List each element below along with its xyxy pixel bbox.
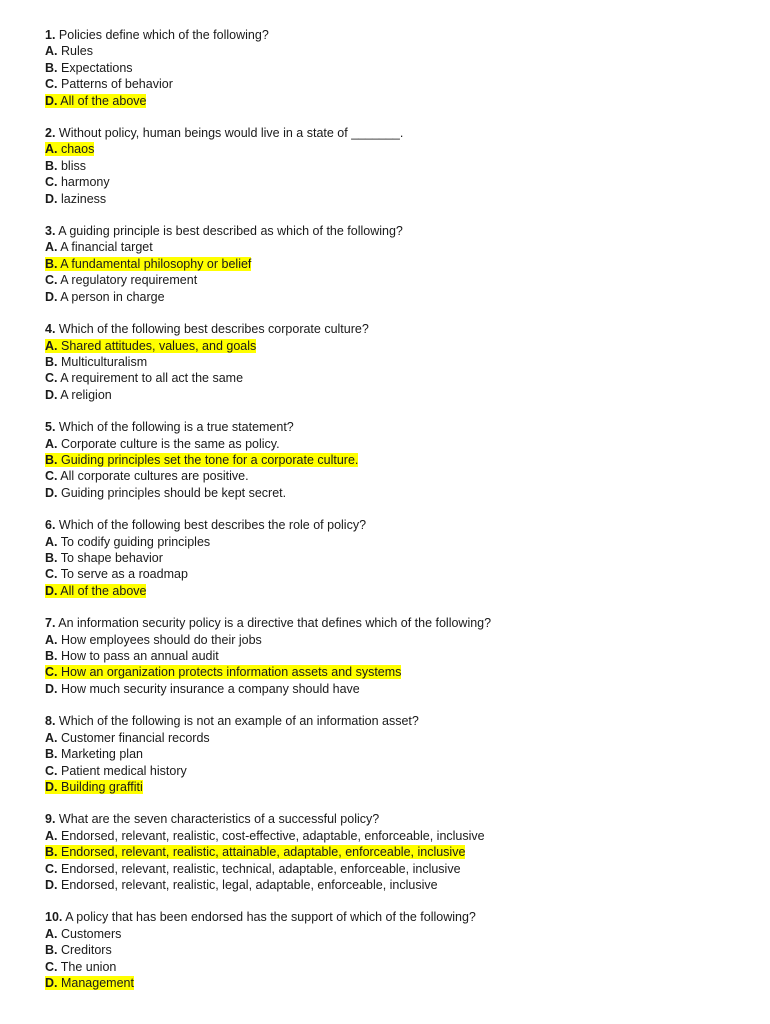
correct-answer-highlight bbox=[45, 976, 134, 990]
answer-option bbox=[45, 93, 770, 109]
option-letter: C. bbox=[45, 469, 58, 484]
option-text: To serve as a roadmap bbox=[60, 567, 188, 582]
option-letter: A. bbox=[45, 44, 58, 59]
option-letter: D. bbox=[45, 583, 58, 598]
option-letter: C. bbox=[45, 273, 58, 288]
answer-option bbox=[45, 959, 770, 975]
question-stem bbox=[45, 713, 770, 729]
answer-option-content bbox=[45, 355, 147, 369]
question-number: 2. bbox=[45, 126, 56, 141]
correct-answer-highlight bbox=[45, 453, 358, 467]
correct-answer-highlight bbox=[45, 142, 94, 156]
answer-option bbox=[45, 43, 770, 59]
question-text: An information security policy is a directive that defines which of the following? bbox=[58, 616, 492, 631]
option-text: chaos bbox=[60, 142, 95, 157]
answer-option-content bbox=[45, 159, 86, 173]
question-stem bbox=[45, 909, 770, 925]
option-text: Rules bbox=[60, 44, 93, 59]
option-text: A religion bbox=[60, 387, 112, 402]
option-letter: B. bbox=[45, 845, 58, 860]
answer-option bbox=[45, 779, 770, 795]
answer-option-content bbox=[45, 682, 360, 696]
option-text: The union bbox=[60, 959, 117, 974]
option-letter: C. bbox=[45, 567, 58, 582]
option-letter: B. bbox=[45, 158, 58, 173]
question-number: 8. bbox=[45, 714, 56, 729]
question-number: 1. bbox=[45, 28, 56, 42]
option-letter: C. bbox=[45, 175, 58, 190]
option-letter: B. bbox=[45, 551, 58, 566]
question-stem bbox=[45, 125, 770, 141]
question-7 bbox=[45, 615, 770, 697]
question-text: A policy that has been endorsed has the support of which of the following? bbox=[65, 910, 476, 925]
answer-option bbox=[45, 468, 770, 484]
option-text: Guiding principles set the tone for a corporate culture. bbox=[60, 452, 359, 467]
option-letter: A. bbox=[45, 240, 58, 255]
answer-option-content bbox=[45, 731, 210, 745]
answer-option bbox=[45, 256, 770, 272]
option-text: How employees should do their jobs bbox=[60, 632, 262, 647]
answer-option bbox=[45, 370, 770, 386]
question-10 bbox=[45, 909, 770, 991]
answer-option bbox=[45, 485, 770, 501]
correct-answer-highlight bbox=[45, 665, 401, 679]
answer-option-content bbox=[45, 61, 133, 75]
option-letter: D. bbox=[45, 877, 58, 892]
question-5 bbox=[45, 419, 770, 501]
question-1 bbox=[45, 27, 770, 109]
answer-option bbox=[45, 239, 770, 255]
question-stem bbox=[45, 811, 770, 827]
option-text: How to pass an annual audit bbox=[60, 649, 219, 664]
question-number: 10. bbox=[45, 910, 63, 925]
answer-option bbox=[45, 730, 770, 746]
answer-option bbox=[45, 158, 770, 174]
answer-option bbox=[45, 942, 770, 958]
answer-option bbox=[45, 861, 770, 877]
answer-option-content bbox=[45, 290, 165, 304]
answer-option bbox=[45, 289, 770, 305]
answer-option-content bbox=[45, 943, 112, 957]
option-letter: D. bbox=[45, 485, 58, 500]
option-text: Endorsed, relevant, realistic, technical, adaptable, enforceable, inclusive bbox=[60, 861, 461, 876]
option-letter: B. bbox=[45, 649, 58, 664]
question-stem bbox=[45, 223, 770, 239]
option-text: To shape behavior bbox=[60, 551, 163, 566]
answer-option bbox=[45, 76, 770, 92]
question-stem bbox=[45, 27, 770, 43]
option-letter: C. bbox=[45, 665, 58, 680]
answer-option-content bbox=[45, 273, 197, 287]
answer-option bbox=[45, 763, 770, 779]
option-text: Management bbox=[60, 975, 134, 990]
answer-option bbox=[45, 272, 770, 288]
option-text: Patient medical history bbox=[60, 763, 187, 778]
option-letter: D. bbox=[45, 191, 58, 206]
option-text: Guiding principles should be kept secret. bbox=[60, 485, 287, 500]
option-text: Multiculturalism bbox=[60, 354, 148, 369]
option-text: harmony bbox=[60, 175, 110, 190]
question-text: Which of the following best describes corporate culture? bbox=[58, 322, 369, 337]
option-text: A financial target bbox=[60, 240, 153, 255]
answer-option bbox=[45, 141, 770, 157]
option-letter: C. bbox=[45, 959, 58, 974]
option-text: All of the above bbox=[60, 583, 147, 598]
correct-answer-highlight bbox=[45, 845, 465, 859]
question-text: Which of the following is a true statement? bbox=[58, 420, 294, 435]
answer-option-content bbox=[45, 240, 153, 254]
correct-answer-highlight bbox=[45, 780, 143, 794]
question-text: Policies define which of the following? bbox=[58, 28, 269, 42]
answer-option bbox=[45, 60, 770, 76]
answer-option bbox=[45, 664, 770, 680]
option-letter: C. bbox=[45, 763, 58, 778]
answer-option-content bbox=[45, 551, 163, 565]
answer-option bbox=[45, 338, 770, 354]
question-stem bbox=[45, 321, 770, 337]
correct-answer-highlight bbox=[45, 94, 146, 108]
answer-option-content bbox=[45, 878, 438, 892]
option-text: All of the above bbox=[60, 93, 147, 108]
correct-answer-highlight bbox=[45, 339, 256, 353]
answer-option-content bbox=[45, 649, 219, 663]
correct-answer-highlight bbox=[45, 257, 251, 271]
question-6 bbox=[45, 517, 770, 599]
answer-option-content bbox=[45, 829, 485, 843]
answer-option bbox=[45, 436, 770, 452]
option-letter: B. bbox=[45, 354, 58, 369]
option-text: laziness bbox=[60, 191, 107, 206]
answer-option-content bbox=[45, 535, 210, 549]
option-letter: D. bbox=[45, 975, 58, 990]
question-4 bbox=[45, 321, 770, 403]
option-text: A fundamental philosophy or belief bbox=[60, 256, 252, 271]
option-text: Creditors bbox=[60, 943, 112, 958]
option-text: Shared attitudes, values, and goals bbox=[60, 338, 257, 353]
question-stem bbox=[45, 419, 770, 435]
answer-option-content bbox=[45, 764, 187, 778]
question-number: 6. bbox=[45, 518, 56, 533]
option-letter: B. bbox=[45, 60, 58, 75]
option-letter: A. bbox=[45, 436, 58, 451]
answer-option-content bbox=[45, 747, 143, 761]
option-letter: B. bbox=[45, 452, 58, 467]
question-9 bbox=[45, 811, 770, 893]
question-text: Which of the following is not an example of an information asset? bbox=[58, 714, 419, 729]
option-text: bliss bbox=[60, 158, 86, 173]
answer-option-content bbox=[45, 469, 249, 483]
question-list bbox=[45, 27, 770, 991]
option-text: Customer financial records bbox=[60, 730, 210, 745]
option-letter: A. bbox=[45, 926, 58, 941]
question-text: A guiding principle is best described as which of the following? bbox=[58, 224, 403, 239]
answer-option bbox=[45, 387, 770, 403]
answer-option bbox=[45, 648, 770, 664]
option-text: How an organization protects information assets and systems bbox=[60, 665, 402, 680]
answer-option bbox=[45, 534, 770, 550]
option-text: Endorsed, relevant, realistic, legal, adaptable, enforceable, inclusive bbox=[60, 877, 438, 892]
answer-option bbox=[45, 566, 770, 582]
answer-option bbox=[45, 975, 770, 991]
option-letter: B. bbox=[45, 943, 58, 958]
answer-option bbox=[45, 828, 770, 844]
option-letter: B. bbox=[45, 256, 58, 271]
option-letter: A. bbox=[45, 534, 58, 549]
answer-option-content bbox=[45, 371, 243, 385]
answer-option bbox=[45, 550, 770, 566]
option-letter: A. bbox=[45, 632, 58, 647]
answer-option-content bbox=[45, 927, 121, 941]
answer-option bbox=[45, 681, 770, 697]
option-letter: A. bbox=[45, 142, 58, 157]
question-number: 4. bbox=[45, 322, 56, 337]
option-text: A requirement to all act the same bbox=[60, 371, 244, 386]
question-text: Without policy, human beings would live in a state of _______. bbox=[58, 126, 404, 141]
option-letter: D. bbox=[45, 289, 58, 304]
question-3 bbox=[45, 223, 770, 305]
answer-option-content bbox=[45, 437, 280, 451]
answer-option bbox=[45, 746, 770, 762]
answer-option-content bbox=[45, 388, 112, 402]
answer-option bbox=[45, 844, 770, 860]
answer-option bbox=[45, 583, 770, 599]
option-letter: D. bbox=[45, 681, 58, 696]
option-letter: C. bbox=[45, 77, 58, 92]
option-text: A person in charge bbox=[60, 289, 165, 304]
question-number: 7. bbox=[45, 616, 56, 631]
question-text: What are the seven characteristics of a successful policy? bbox=[58, 812, 380, 827]
option-letter: A. bbox=[45, 730, 58, 745]
correct-answer-highlight bbox=[45, 584, 146, 598]
answer-option bbox=[45, 632, 770, 648]
question-stem bbox=[45, 615, 770, 631]
answer-option-content bbox=[45, 44, 93, 58]
answer-option-content bbox=[45, 486, 286, 500]
answer-option-content bbox=[45, 77, 173, 91]
answer-option bbox=[45, 926, 770, 942]
answer-option-content bbox=[45, 633, 262, 647]
option-letter: A. bbox=[45, 828, 58, 843]
question-8 bbox=[45, 713, 770, 795]
option-text: Marketing plan bbox=[60, 747, 143, 762]
question-2 bbox=[45, 125, 770, 207]
answer-option-content bbox=[45, 960, 116, 974]
option-text: A regulatory requirement bbox=[60, 273, 198, 288]
answer-option bbox=[45, 452, 770, 468]
answer-option-content bbox=[45, 862, 461, 876]
option-text: How much security insurance a company should have bbox=[60, 681, 360, 696]
answer-option bbox=[45, 191, 770, 207]
question-text: Which of the following best describes the role of policy? bbox=[58, 518, 367, 533]
question-number: 9. bbox=[45, 812, 56, 827]
question-stem bbox=[45, 517, 770, 533]
option-letter: D. bbox=[45, 779, 58, 794]
answer-option bbox=[45, 354, 770, 370]
option-letter: D. bbox=[45, 387, 58, 402]
option-letter: C. bbox=[45, 371, 58, 386]
option-text: Endorsed, relevant, realistic, cost-effective, adaptable, enforceable, inclusive bbox=[60, 828, 485, 843]
option-text: All corporate cultures are positive. bbox=[60, 469, 249, 484]
option-letter: D. bbox=[45, 93, 58, 108]
option-text: Building graffiti bbox=[60, 779, 143, 794]
option-letter: B. bbox=[45, 747, 58, 762]
answer-option-content bbox=[45, 175, 110, 189]
option-text: Endorsed, relevant, realistic, attainable, adaptable, enforceable, inclusive bbox=[60, 845, 466, 860]
question-number: 5. bbox=[45, 420, 56, 435]
option-letter: C. bbox=[45, 861, 58, 876]
option-text: Corporate culture is the same as policy. bbox=[60, 436, 280, 451]
answer-option-content bbox=[45, 192, 106, 206]
question-number: 3. bbox=[45, 224, 56, 239]
answer-option bbox=[45, 877, 770, 893]
option-text: To codify guiding principles bbox=[60, 534, 211, 549]
answer-option bbox=[45, 174, 770, 190]
option-text: Customers bbox=[60, 926, 122, 941]
answer-option-content bbox=[45, 567, 188, 581]
option-text: Patterns of behavior bbox=[60, 77, 173, 92]
option-letter: A. bbox=[45, 338, 58, 353]
option-text: Expectations bbox=[60, 60, 133, 75]
